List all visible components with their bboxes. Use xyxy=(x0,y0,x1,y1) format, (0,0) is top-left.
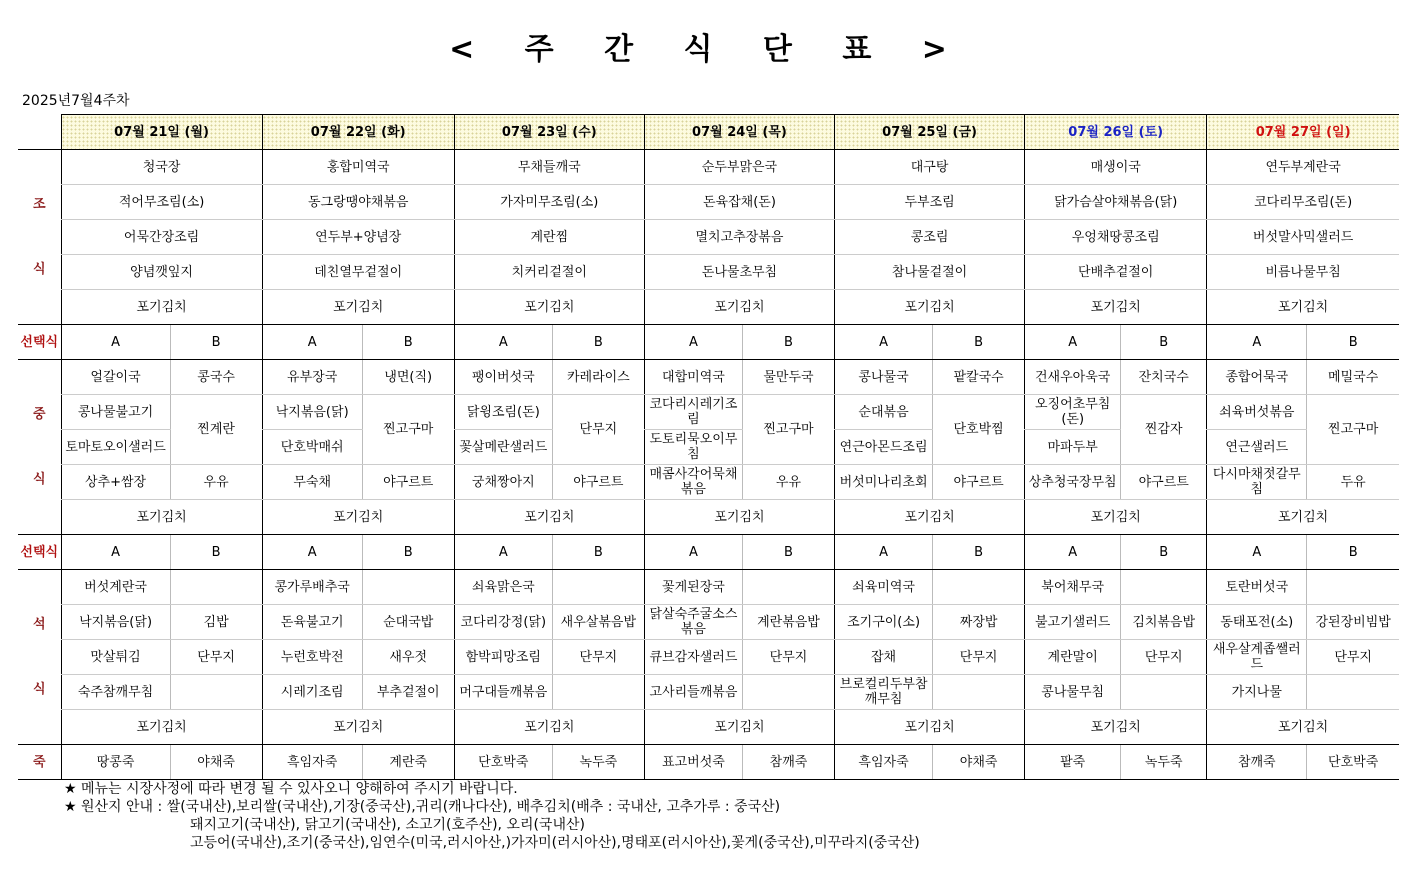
lunch-b-item: 우유 xyxy=(170,465,262,500)
breakfast-item: 포기김치 xyxy=(835,290,1025,325)
breakfast-item: 무채들깨국 xyxy=(454,150,644,185)
breakfast-item: 적어무조림(소) xyxy=(61,185,262,220)
breakfast-item: 비름나물무침 xyxy=(1207,255,1399,290)
day-header: 07월 22일 (화) xyxy=(262,115,454,150)
lunch-kimchi: 포기김치 xyxy=(262,500,454,535)
lunch-a-item: 유부장국 xyxy=(262,360,362,395)
lunch-b-item: 찐고구마 xyxy=(742,395,834,465)
dinner-b-item xyxy=(1307,675,1399,710)
lunch-a-item: 쇠육버섯볶음 xyxy=(1207,395,1307,430)
dinner-b-item: 짜장밥 xyxy=(933,605,1025,640)
dinner-b-item xyxy=(552,570,644,605)
lunch-a-item: 단호박매쉬 xyxy=(262,430,362,465)
breakfast-item: 가자미무조림(소) xyxy=(454,185,644,220)
option-a-header: A xyxy=(1207,325,1307,360)
header-corner xyxy=(18,115,61,150)
option-a-header: A xyxy=(1025,535,1121,570)
dinner-a-item: 낙지볶음(닭) xyxy=(61,605,170,640)
lunch-a-item: 팽이버섯국 xyxy=(454,360,552,395)
dinner-b-item xyxy=(933,675,1025,710)
lunch-label xyxy=(18,360,61,535)
page-title: < 주 간 식 단 표 > xyxy=(449,32,967,67)
dinner-b-item: 계란볶음밥 xyxy=(742,605,834,640)
breakfast-item: 순두부맑은국 xyxy=(644,150,834,185)
breakfast-item: 청국장 xyxy=(61,150,262,185)
breakfast-item: 버섯말사믹샐러드 xyxy=(1207,220,1399,255)
dinner-kimchi: 포기김치 xyxy=(61,710,262,745)
lunch-kimchi: 포기김치 xyxy=(644,500,834,535)
dinner-b-item: 단무지 xyxy=(1121,640,1207,675)
breakfast-item: 단배추겉절이 xyxy=(1025,255,1207,290)
breakfast-label xyxy=(18,150,61,325)
lunch-b-item: 잔치국수 xyxy=(1121,360,1207,395)
porridge-a: 단호박죽 xyxy=(454,745,552,780)
dinner-a-item: 불고기샐러드 xyxy=(1025,605,1121,640)
lunch-kimchi: 포기김치 xyxy=(454,500,644,535)
weekly-menu-table xyxy=(18,114,1399,780)
dinner-a-item: 브로컬리두부참깨무침 xyxy=(835,675,933,710)
dinner-b-item: 단무지 xyxy=(1307,640,1399,675)
dinner-b-item: 김밥 xyxy=(170,605,262,640)
breakfast-item: 연두부계란국 xyxy=(1207,150,1399,185)
dinner-a-item: 콩가루배추국 xyxy=(262,570,362,605)
lunch-b-item: 우유 xyxy=(742,465,834,500)
dinner-b-item xyxy=(933,570,1025,605)
dinner-a-item: 고사리들깨볶음 xyxy=(644,675,742,710)
dinner-a-item: 돈육불고기 xyxy=(262,605,362,640)
lunch-b-item: 냉면(직) xyxy=(362,360,454,395)
breakfast-item: 닭가슴살야채볶음(닭) xyxy=(1025,185,1207,220)
lunch-a-item: 연근아몬드조림 xyxy=(835,430,933,465)
option-b-header: B xyxy=(552,535,644,570)
porridge-a: 흑임자죽 xyxy=(262,745,362,780)
breakfast-item: 우엉채땅콩조림 xyxy=(1025,220,1207,255)
dinner-b-item: 부추겉절이 xyxy=(362,675,454,710)
option-a-header: A xyxy=(835,535,933,570)
breakfast-item: 포기김치 xyxy=(644,290,834,325)
breakfast-item: 코다리무조림(돈) xyxy=(1207,185,1399,220)
breakfast-item: 포기김치 xyxy=(1207,290,1399,325)
option-b-header: B xyxy=(1121,325,1207,360)
lunch-kimchi: 포기김치 xyxy=(835,500,1025,535)
dinner-b-item xyxy=(362,570,454,605)
dinner-b-item: 김치볶음밥 xyxy=(1121,605,1207,640)
dinner-a-item: 머구대들깨볶음 xyxy=(454,675,552,710)
lunch-b-item: 찐고구마 xyxy=(1307,395,1399,465)
option-a-header: A xyxy=(835,325,933,360)
option-a-header: A xyxy=(61,535,170,570)
breakfast-item: 데친열무겉절이 xyxy=(262,255,454,290)
porridge-a: 참깨죽 xyxy=(1207,745,1307,780)
dinner-b-item xyxy=(742,570,834,605)
lunch-b-item: 야구르트 xyxy=(552,465,644,500)
lunch-a-item: 대합미역국 xyxy=(644,360,742,395)
breakfast-item: 포기김치 xyxy=(1025,290,1207,325)
lunch-b-item: 팥칼국수 xyxy=(933,360,1025,395)
lunch-kimchi: 포기김치 xyxy=(61,500,262,535)
lunch-a-item: 마파두부 xyxy=(1025,430,1121,465)
dinner-b-item xyxy=(170,570,262,605)
lunch-a-item: 무숙채 xyxy=(262,465,362,500)
option-a-header: A xyxy=(644,325,742,360)
lunch-a-item: 얼갈이국 xyxy=(61,360,170,395)
option-b-header: B xyxy=(1121,535,1207,570)
dinner-a-item: 버섯계란국 xyxy=(61,570,170,605)
breakfast-item: 두부조림 xyxy=(835,185,1025,220)
lunch-a-item: 도토리묵오이무침 xyxy=(644,430,742,465)
week-label: 2025년7월4주차 xyxy=(22,93,130,109)
dinner-b-item: 단무지 xyxy=(552,640,644,675)
label-spacer xyxy=(19,212,60,262)
breakfast-item: 매생이국 xyxy=(1025,150,1207,185)
option-b-header: B xyxy=(362,535,454,570)
porridge-a: 팥죽 xyxy=(1025,745,1121,780)
dinner-b-item: 새우살볶음밥 xyxy=(552,605,644,640)
porridge-b: 야채죽 xyxy=(170,745,262,780)
option-b-header: B xyxy=(170,325,262,360)
lunch-b-item: 야구르트 xyxy=(362,465,454,500)
lunch-a-item: 상추청국장무침 xyxy=(1025,465,1121,500)
dinner-b-item xyxy=(742,675,834,710)
dinner-label xyxy=(18,570,61,745)
day-header: 07월 27일 (일) xyxy=(1207,115,1399,150)
porridge-b: 야채죽 xyxy=(933,745,1025,780)
option-b-header: B xyxy=(1307,325,1399,360)
breakfast-item: 돈나물초무침 xyxy=(644,255,834,290)
option-b-header: B xyxy=(1307,535,1399,570)
day-header: 07월 25일 (금) xyxy=(835,115,1025,150)
dinner-b-item: 새우젓 xyxy=(362,640,454,675)
note-origin-fish: 고등어(국내산),조기(중국산),임연수(미국,러시아산,)가자미(러시아산),명태포(러시아산),꽃게(중국산),미꾸라지(중국산) xyxy=(190,835,920,851)
porridge-b: 녹두죽 xyxy=(552,745,644,780)
dinner-a-item: 잡채 xyxy=(835,640,933,675)
dinner-label-char-1: 석 xyxy=(32,617,46,632)
dinner-a-item: 북어채무국 xyxy=(1025,570,1121,605)
dinner-a-item: 동태포전(소) xyxy=(1207,605,1307,640)
option-a-header: A xyxy=(61,325,170,360)
dinner-a-item: 쇠육맑은국 xyxy=(454,570,552,605)
porridge-a: 땅콩죽 xyxy=(61,745,170,780)
breakfast-item: 포기김치 xyxy=(262,290,454,325)
label-spacer xyxy=(19,422,60,472)
lunch-a-item: 순대볶음 xyxy=(835,395,933,430)
dinner-a-item: 숙주참깨무침 xyxy=(61,675,170,710)
option-b-header: B xyxy=(170,535,262,570)
dinner-a-item: 쇠육미역국 xyxy=(835,570,933,605)
dinner-a-item: 함박피망조림 xyxy=(454,640,552,675)
porridge-a: 표고버섯죽 xyxy=(644,745,742,780)
lunch-a-item: 코다리시레기조림 xyxy=(644,395,742,430)
breakfast-item: 콩조림 xyxy=(835,220,1025,255)
lunch-label-char-1: 중 xyxy=(32,407,46,422)
porridge-b: 참깨죽 xyxy=(742,745,834,780)
dinner-a-item: 맛살튀김 xyxy=(61,640,170,675)
lunch-b-item: 카레라이스 xyxy=(552,360,644,395)
porridge-b: 녹두죽 xyxy=(1121,745,1207,780)
lunch-b-item: 야구르트 xyxy=(933,465,1025,500)
dinner-kimchi: 포기김치 xyxy=(454,710,644,745)
porridge-a: 흑임자죽 xyxy=(835,745,933,780)
dinner-a-item: 시레기조림 xyxy=(262,675,362,710)
breakfast-item: 어묵간장조림 xyxy=(61,220,262,255)
lunch-kimchi: 포기김치 xyxy=(1025,500,1207,535)
option-a-header: A xyxy=(262,325,362,360)
dinner-b-item: 순대국밥 xyxy=(362,605,454,640)
select-label: 선택식 xyxy=(18,535,61,570)
option-a-header: A xyxy=(454,535,552,570)
porridge-b: 단호박죽 xyxy=(1307,745,1399,780)
lunch-b-item: 메밀국수 xyxy=(1307,360,1399,395)
breakfast-item: 양념깻잎지 xyxy=(61,255,262,290)
dinner-b-item xyxy=(1307,570,1399,605)
dinner-a-item: 콩나물무침 xyxy=(1025,675,1121,710)
breakfast-item: 멸치고추장볶음 xyxy=(644,220,834,255)
lunch-b-item: 물만두국 xyxy=(742,360,834,395)
breakfast-item: 포기김치 xyxy=(61,290,262,325)
breakfast-item: 포기김치 xyxy=(454,290,644,325)
label-spacer xyxy=(19,632,60,682)
dinner-b-item: 단무지 xyxy=(170,640,262,675)
dinner-a-item: 가지나물 xyxy=(1207,675,1307,710)
breakfast-item: 돈육잡채(돈) xyxy=(644,185,834,220)
dinner-b-item: 단무지 xyxy=(933,640,1025,675)
option-b-header: B xyxy=(933,535,1025,570)
porridge-label: 죽 xyxy=(18,745,61,780)
option-b-header: B xyxy=(933,325,1025,360)
dinner-b-item: 단무지 xyxy=(742,640,834,675)
breakfast-item: 참나물겉절이 xyxy=(835,255,1025,290)
dinner-a-item: 토란버섯국 xyxy=(1207,570,1307,605)
dinner-a-item: 새우살계좁쌜러드 xyxy=(1207,640,1307,675)
breakfast-item: 동그랑땡야채볶음 xyxy=(262,185,454,220)
dinner-a-item: 코다리강정(닭) xyxy=(454,605,552,640)
option-b-header: B xyxy=(742,325,834,360)
dinner-b-item xyxy=(1121,675,1207,710)
dinner-a-item: 닭살숙주굴소스볶음 xyxy=(644,605,742,640)
day-header: 07월 24일 (목) xyxy=(644,115,834,150)
note-menu-change: ★ 메뉴는 시장사정에 따라 변경 될 수 있사오니 양해하여 주시기 바랍니다. xyxy=(64,781,518,797)
lunch-a-item: 닭윙조림(돈) xyxy=(454,395,552,430)
dinner-a-item: 계란말이 xyxy=(1025,640,1121,675)
day-header: 07월 23일 (수) xyxy=(454,115,644,150)
breakfast-item: 계란찜 xyxy=(454,220,644,255)
breakfast-label-char-2: 식 xyxy=(32,262,46,277)
breakfast-item: 연두부+양념장 xyxy=(262,220,454,255)
lunch-b-item: 단무지 xyxy=(552,395,644,465)
dinner-a-item: 누런호박전 xyxy=(262,640,362,675)
lunch-a-item: 상추+쌈장 xyxy=(61,465,170,500)
lunch-a-item: 콩나물불고기 xyxy=(61,395,170,430)
dinner-a-item: 조기구이(소) xyxy=(835,605,933,640)
note-origin-meat: 돼지고기(국내산), 닭고기(국내산), 소고기(호주산), 오리(국내산) xyxy=(190,817,585,833)
dinner-kimchi: 포기김치 xyxy=(262,710,454,745)
breakfast-item: 홍합미역국 xyxy=(262,150,454,185)
option-a-header: A xyxy=(644,535,742,570)
dinner-kimchi: 포기김치 xyxy=(1025,710,1207,745)
dinner-b-item xyxy=(1121,570,1207,605)
select-label: 선택식 xyxy=(18,325,61,360)
lunch-a-item: 건새우아욱국 xyxy=(1025,360,1121,395)
lunch-b-item: 두유 xyxy=(1307,465,1399,500)
lunch-b-item: 콩국수 xyxy=(170,360,262,395)
option-b-header: B xyxy=(362,325,454,360)
breakfast-item: 치커리겉절이 xyxy=(454,255,644,290)
lunch-b-item: 찐계란 xyxy=(170,395,262,465)
dinner-a-item: 꽃게된장국 xyxy=(644,570,742,605)
day-header: 07월 26일 (토) xyxy=(1025,115,1207,150)
option-a-header: A xyxy=(1025,325,1121,360)
lunch-a-item: 궁채짱아지 xyxy=(454,465,552,500)
option-a-header: A xyxy=(1207,535,1307,570)
dinner-b-item xyxy=(552,675,644,710)
dinner-b-item: 강된장비빔밥 xyxy=(1307,605,1399,640)
option-a-header: A xyxy=(454,325,552,360)
lunch-a-item: 버섯미나리초회 xyxy=(835,465,933,500)
dinner-label-char-2: 식 xyxy=(32,682,46,697)
lunch-a-item: 매콤사각어묵채볶음 xyxy=(644,465,742,500)
day-header: 07월 21일 (월) xyxy=(61,115,262,150)
lunch-a-item: 종합어묵국 xyxy=(1207,360,1307,395)
lunch-a-item: 오징어초무침(돈) xyxy=(1025,395,1121,430)
lunch-a-item: 연근샐러드 xyxy=(1207,430,1307,465)
lunch-a-item: 콩나물국 xyxy=(835,360,933,395)
lunch-a-item: 낙지볶음(닭) xyxy=(262,395,362,430)
lunch-label-char-2: 식 xyxy=(32,472,46,487)
lunch-b-item: 단호박찜 xyxy=(933,395,1025,465)
lunch-b-item: 찐고구마 xyxy=(362,395,454,465)
notes xyxy=(64,780,920,852)
dinner-kimchi: 포기김치 xyxy=(835,710,1025,745)
dinner-kimchi: 포기김치 xyxy=(1207,710,1399,745)
lunch-a-item: 다시마채젓갈무침 xyxy=(1207,465,1307,500)
option-b-header: B xyxy=(742,535,834,570)
lunch-a-item: 꽃살메란샐러드 xyxy=(454,430,552,465)
lunch-b-item: 야구르트 xyxy=(1121,465,1207,500)
lunch-kimchi: 포기김치 xyxy=(1207,500,1399,535)
porridge-b: 계란죽 xyxy=(362,745,454,780)
dinner-b-item xyxy=(170,675,262,710)
lunch-b-item: 찐감자 xyxy=(1121,395,1207,465)
option-b-header: B xyxy=(552,325,644,360)
option-a-header: A xyxy=(262,535,362,570)
dinner-kimchi: 포기김치 xyxy=(644,710,834,745)
dinner-a-item: 큐브감자샐러드 xyxy=(644,640,742,675)
note-origin: ★ 원산지 안내 : 쌀(국내산),보리쌀(국내산),기장(중국산),귀리(캐나다산), 배추김치(배추 : 국내산, 고추가루 : 중국산) xyxy=(64,799,781,815)
breakfast-item: 대구탕 xyxy=(835,150,1025,185)
breakfast-label-char-1: 조 xyxy=(32,197,46,212)
lunch-a-item: 토마토오이샐러드 xyxy=(61,430,170,465)
